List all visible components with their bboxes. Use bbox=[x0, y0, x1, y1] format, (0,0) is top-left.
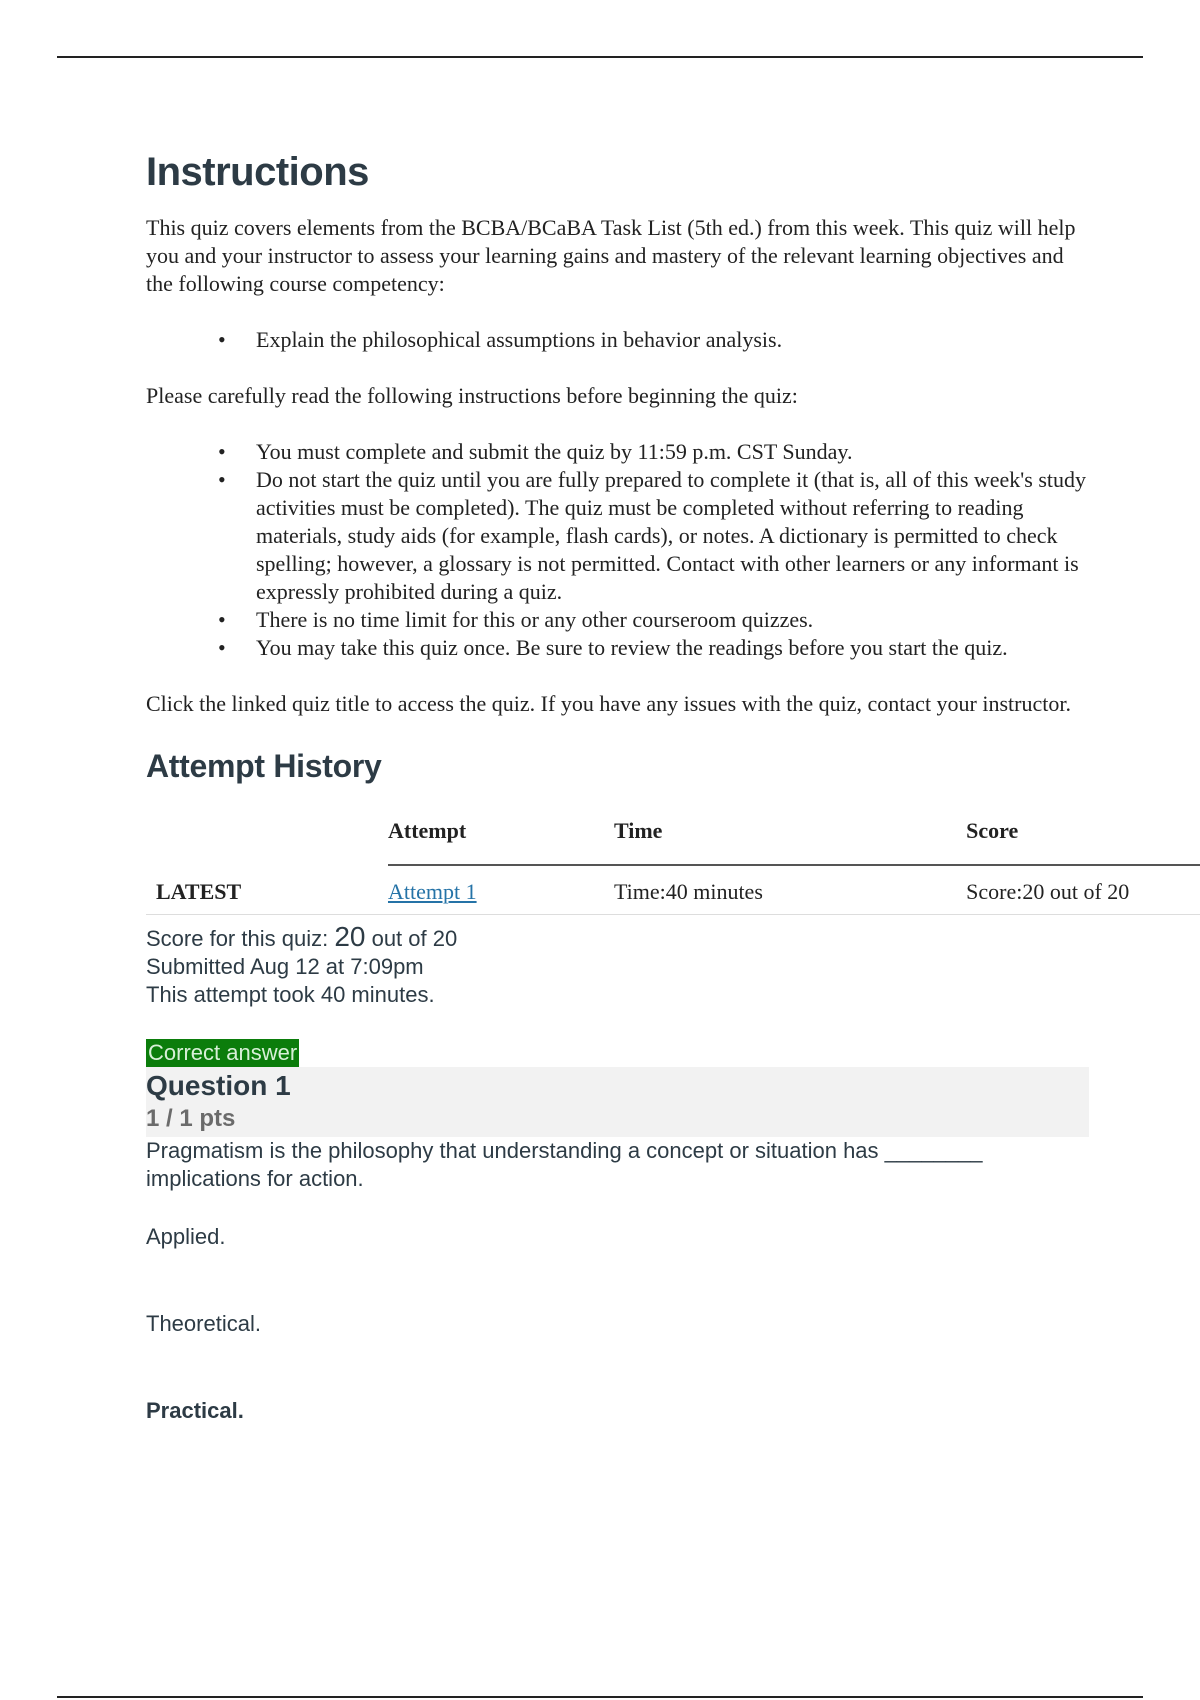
answer-option: Theoretical. bbox=[146, 1311, 261, 1336]
attempt-cell bbox=[388, 865, 614, 915]
score-suffix: out of 20 bbox=[365, 926, 458, 951]
duration-line: This attempt took 40 minutes. bbox=[146, 982, 435, 1007]
page-content bbox=[146, 150, 1200, 1484]
header-attempt: Attempt bbox=[388, 806, 614, 865]
answer-option: Applied. bbox=[146, 1224, 226, 1249]
rule-item: • You must complete and submit the quiz by 11:59 p.m. CST Sunday. bbox=[256, 438, 1096, 466]
table-row bbox=[146, 865, 1200, 915]
correct-answer-badge: Correct answer bbox=[148, 1040, 298, 1065]
rules-list bbox=[146, 438, 1096, 662]
table-header-row bbox=[146, 806, 1200, 865]
attempt-history-heading: Attempt History bbox=[146, 748, 382, 784]
rule-item: • You may take this quiz once. Be sure to review the readings before you start the quiz. bbox=[256, 634, 1096, 662]
time-cell: Time:40 minutes bbox=[614, 865, 966, 915]
pre-rules-text: Please carefully read the following instructions before beginning the quiz: bbox=[146, 383, 798, 408]
header-blank bbox=[146, 806, 388, 865]
answer-list bbox=[146, 1223, 1200, 1484]
closing-text: Click the linked quiz title to access the quiz. If you have any issues with the quiz, contact your instructor. bbox=[146, 691, 1071, 716]
score-cell: Score:20 out of 20 bbox=[966, 865, 1200, 915]
rule-item: • Do not start the quiz until you are fully prepared to complete it (that is, all of this week's study activities must be completed). The quiz must be completed without referring to reading materials, study aids (for example, flash cards), or notes. A dictionary is permitted to check spelling; however, a glossary is not permitted. Contact with other learners or any informant is expressly prohibited during a quiz. bbox=[256, 466, 1096, 606]
attempt-history-table bbox=[146, 806, 1200, 915]
score-prefix: Score for this quiz: bbox=[146, 926, 335, 951]
rule-item: • There is no time limit for this or any other courseroom quizzes. bbox=[256, 606, 1096, 634]
header-time: Time bbox=[614, 806, 966, 865]
score-line bbox=[146, 923, 1200, 953]
competency-item: • Explain the philosophical assumptions in behavior analysis. bbox=[256, 326, 1096, 354]
latest-label: LATEST bbox=[146, 865, 388, 915]
attempt-1-link[interactable]: Attempt 1 bbox=[387, 879, 477, 904]
quiz-summary bbox=[146, 923, 1200, 1009]
top-rule bbox=[57, 56, 1143, 58]
score-value: 20 bbox=[334, 921, 366, 952]
question-points: 1 / 1 pts bbox=[146, 1105, 236, 1132]
instructions-intro: This quiz covers elements from the BCBA/BCaBA Task List (5th ed.) from this week. This quiz will help you and your instructor to assess your learning gains and mastery of the relevant learning objectives and the following course competency: bbox=[146, 215, 1076, 296]
instructions-heading: Instructions bbox=[146, 150, 369, 194]
submitted-line: Submitted Aug 12 at 7:09pm bbox=[146, 954, 424, 979]
question-text: Pragmatism is the philosophy that understanding a concept or situation has ________ implications for action. bbox=[146, 1138, 983, 1191]
question-title: Question 1 bbox=[146, 1070, 291, 1101]
answer-option-correct: Practical. bbox=[146, 1398, 244, 1423]
competency-list bbox=[146, 326, 1096, 354]
question-header bbox=[146, 1067, 1089, 1137]
bottom-rule bbox=[57, 1696, 1143, 1698]
header-score: Score bbox=[966, 806, 1200, 865]
